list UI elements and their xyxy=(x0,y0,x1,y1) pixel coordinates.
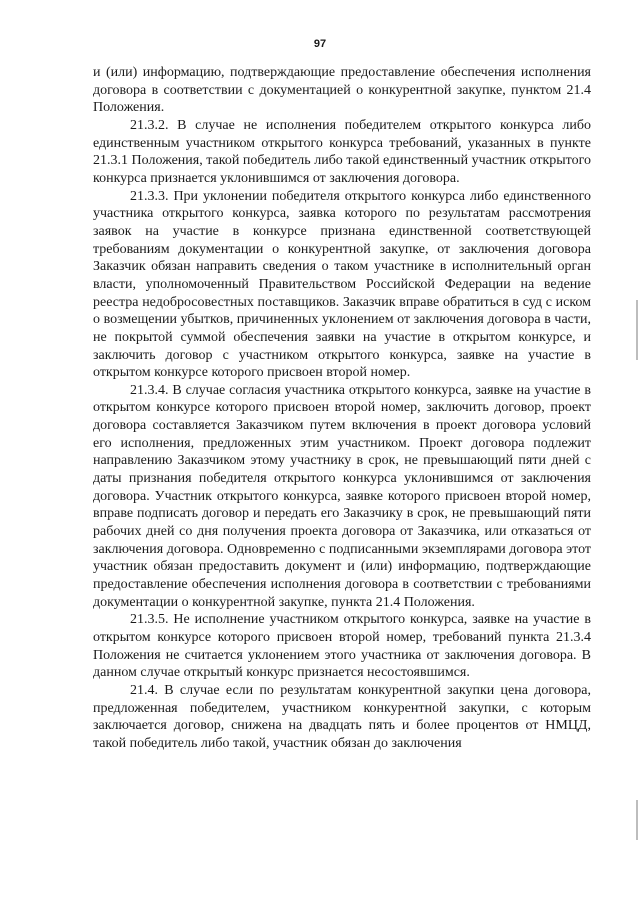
paragraph-21-3-4: 21.3.4. В случае согласия участника открытого конкурса, заявке на участие в открытом конкурсе которого присвоен второй номер, заключить договор, проект договора составляется Заказчиком путем включения в проект договора условий его исполнения, предложенных этим участником. Проект договора подлежит направлению Заказчиком этому участнику в срок, не превышающий пяти дней с даты признания победителя открытого конкурса уклонившимся от заключения договора. Участник открытого конкурса, заявке которого присвоен второй номер, вправе подписать договор и передать его Заказчику в срок, не превышающий пяти рабочих дней со дня получения проекта договора от Заказчика, или отказаться от заключения договора. Одновременно с подписанными экземплярами договора этот участник обязан предоставить документ и (или) информацию, подтверждающие предоставление обеспечения исполнения договора в соответствии с требованиями документации о конкурентной закупке, пункта 21.4 Положения. xyxy=(93,382,591,610)
document-body xyxy=(93,64,591,753)
paragraph-21-4: 21.4. В случае если по результатам конкурентной закупки цена договора, предложенная победителем, участником конкурентной закупки, с которым заключается договор, снижена на двадцать пять и более процентов от НМЦД, такой победитель либо такой, участник обязан до заключения xyxy=(93,682,591,751)
page-number: 97 xyxy=(313,38,327,50)
paragraph-21-3-3: 21.3.3. При уклонении победителя открытого конкурса либо единственного участника открытого конкурса, заявка которого по результатам рассмотрения заявок на участие в конкурсе признана единственной соответствующей требованиям документации о конкурентной закупке, от заключения договора Заказчик обязан направить сведения о таком участнике в исполнительный орган власти, уполномоченный Правительством Российской Федерации на ведение реестра недобросовестных поставщиков. Заказчик вправе обратиться в суд с иском о возмещении убытков, причиненных уклонением от заключения договора в части, не покрытой суммой обеспечения заявки на участие в открытом конкурсе, и заключить договор с участником открытого конкурса, заявке на участие в открытом конкурсе которого присвоен второй номер. xyxy=(93,188,591,381)
scan-edge-mark xyxy=(636,300,638,360)
paragraph-21-3-2: 21.3.2. В случае не исполнения победителем открытого конкурса либо единственным участником открытого конкурса требований, указанных в пункте 21.3.1 Положения, такой победитель либо такой единственный участник открытого конкурса признается уклонившимся от заключения договора. xyxy=(93,117,591,186)
paragraph-21-3-5: 21.3.5. Не исполнение участником открытого конкурса, заявке на участие в открытом конкурсе которого присвоен второй номер, требований пункта 21.3.4 Положения не считается уклонением этого участника от заключения договора. В данном случае открытый конкурс признается несостоявшимся. xyxy=(93,612,591,681)
paragraph-continuation: и (или) информацию, подтверждающие предоставление обеспечения исполнения договора в соответствии с документацией о конкурентной закупке, пунктом 21.4 Положения. xyxy=(93,65,591,116)
scan-edge-mark xyxy=(636,800,638,840)
